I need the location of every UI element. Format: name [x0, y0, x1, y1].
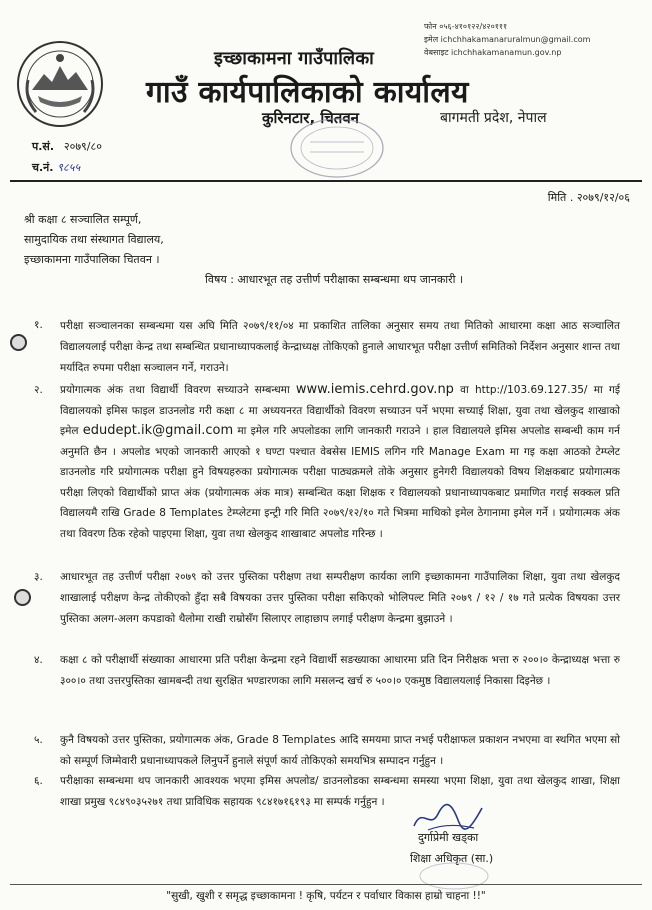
signature-stamp-icon [414, 858, 494, 892]
footer-divider [10, 884, 642, 885]
header-divider [10, 180, 642, 182]
point-6-number: ६. [34, 775, 43, 787]
contact-block [424, 20, 590, 59]
letter-subject: विषय : आधारभूत तह उत्तीर्ण परीक्षाका सम्बन्धमा थप जानकारी । [205, 273, 464, 286]
office-title: गाउँ कार्यपालिकाको कार्यालय [146, 75, 469, 110]
cn-label: च.नं. [32, 161, 54, 174]
point-2-text-a: प्रयोगात्मक अंक तथा विद्यार्थी विवरण सच्याउने सम्बन्धमा [60, 384, 296, 396]
reference-cn [32, 160, 80, 175]
point-3-text: आधारभूत तह उत्तीर्ण परीक्षा २०७९ को उत्तर पुस्तिका परीक्षण तथा सम्परीक्षण कार्यका लागि इच्छाकामना गाउँपालिका शिक्षा, युवा तथा खेलकुद शाखालाई परीक्षण केन्द्र तोकीएको हुँदा सबै विषयका उत्तर पुस्तिका परीक्षा सकिएको भोलिपल्ट मिति २०७९ / १२ / १७ गते प्रत्येक विषयका उत्तर पुस्तिका अलग-अलग कपडाको थैलोमा राखी राम्रोसँग सिलाएर लाहाछाप लगाई परीक्षण केन्द्रमा बुझाउने । [60, 571, 620, 625]
signatory-name: दुर्गाप्रेमी खड्का [418, 831, 479, 844]
office-location: कुरिनटार, चितवन [262, 109, 359, 127]
point-4-text: कक्षा ८ को परीक्षार्थी संख्याका आधारमा प्रति परीक्षा केन्द्रमा रहने विद्यार्थी सङख्याका आधारमा प्रति दिन निरीक्षक भत्ता रु २००।० केन्द्राध्यक्ष भत्ता रु ३००।० तथा उत्तरपुस्तिका खामबन्दी तथा सुरक्षित भण्डारणका लागि मसलन्द खर्च रु ५००।० एकमुष्ठ विद्यालयलाई निकासा दिइनेछ । [60, 654, 620, 687]
point-3-number: ३. [34, 571, 43, 583]
point-4-number: ४. [34, 654, 43, 666]
point-2-text-b: वा http://103.69.127.35/ मा गई विद्यालयको इमिस फाइल डाउनलोड गरी कक्षा ८ मा अध्ययनरत विद्यार्थीको विवरण सच्याउन पर्ने भएमा सच्याई शिक्षा, युवा तथा खेलकुद शाखाको इमेल [60, 384, 620, 437]
cn-value: ९८५५ [57, 161, 81, 174]
point-2-text-c: मा इमेल गरि अपलोडका लागि जानकारी गराउने । हाल विद्यालयले इमिस अपलोड सम्बन्धी काम गर्न अनुमति छैन । अपलोड भएको जानकारी आएको १ घण्टा पश्चात वेबसेस IEMIS लगिन गरि Manage Exam मा गइ कक्षा आठको टेम्प्लेट डाउनलोड गरि प्रयोगात्मक परीक्षा हुने विषयहरुका प्रयोगात्मक परीक्षा पाठ्यक्रमले तोके अनुसार हुनेगरी विद्यालयको विषय शिक्षकबाट प्रयोगात्मक परीक्षा लिएको विद्यार्थीको प्राप्त अंक (प्रयोगात्मक अंक मात्र) सम्बन्धित कक्षा शिक्षक र विद्यालयको प्रधानाध्यापकबाट प्रमाणित गराई सक्कल प्रति विद्यालयमै राखि Grade 8 Templates टेम्प्लेटमा इन्ट्री गरि मिति २०७९/१२/१० गते भित्रमा माथिको इमेल ठेगानामा इमेल गर्ने । प्रयोगात्मक अंक तथा विवरण ठिक रहेको पाइएमा शिक्षा, युवा तथा खेलकुद शाखाबाट अपलोड गरिन्छ । [60, 425, 620, 540]
office-stamp-icon [288, 116, 386, 180]
recipient-line-1: श्री कक्षा ८ सञ्चालित सम्पूर्ण, [24, 213, 142, 226]
punch-hole-icon [14, 589, 31, 606]
point-1-number: १. [34, 319, 43, 331]
point-5-text: कुनै विषयको उत्तर पुस्तिका, प्रयोगात्मक अंक, Grade 8 Templates आदि समयमा प्राप्त नभई परीक्षाफल प्रकाशन नभएमा वा स्थगित भएमा सो को सम्पूर्ण जिम्मेवारी प्रधानाध्यापकले लिनुपर्ने हुनाले संपूर्ण कार्य तोकिएको समयभित्र सम्पादन गर्नुहुन । [60, 734, 620, 767]
email-link: edudept.ik@gmail.com [82, 423, 234, 438]
iemis-url: www.iemis.cehrd.gov.np [295, 382, 454, 397]
reference-ps [32, 139, 102, 154]
letter-date: मिति . २०७९/१२/०६ [547, 191, 630, 204]
email-address: इमेल ichchhakamanaruralmun@gmail.com [424, 35, 591, 44]
municipality-name: इच्छाकामना गाउँपालिका [214, 48, 375, 69]
point-6-text: परीक्षाका सम्बन्धमा थप जानकारी आवश्यक भएमा इमिस अपलोड/ डाउनलोडका सम्बन्धमा समस्या भएमा शिक्षा, युवा तथा खेलकुद शाखा, शिक्षा शाखा प्रमुख ९८४९०३५२७१ तथा प्राविधिक सहायक ९८४१७१६१९३ मा सम्पर्क गर्नुहुन । [60, 775, 620, 808]
nepal-emblem-icon [14, 38, 106, 130]
ps-value: २०७९/८० [63, 140, 102, 153]
signatory-title: शिक्षा अधिकृत (सा.) [410, 852, 494, 865]
ps-label: प.सं. [32, 140, 55, 153]
footer-slogan: "सुखी, खुशी र समृद्ध इच्छाकामना ! कृषि, पर्यटन र पर्वाधार विकास हाम्रो चाहना !!" [166, 890, 486, 902]
website: वेबसाइट ichchhakamanamun.gov.np [424, 48, 562, 57]
recipient-line-2: सामुदायिक तथा संस्थागत विद्यालय, [24, 233, 164, 246]
point-1-text: परीक्षा सञ्चालनका सम्बन्धमा यस अघि मिति २०७९/११/०४ मा प्रकाशित तालिका अनुसार समय तथा मितिको आधारमा कक्षा आठ सञ्चालित विद्यालयलाई परीक्षा केन्द्र तथा सम्बन्धित प्रधानाध्यापकलाई केन्द्राध्यक्ष तोकिएको हुनाले आधारभूत परीक्षा उत्तीर्ण समितिको निर्देशन अनुसार शान्त तथा मर्यादित रुपमा परीक्षा सञ्चालन गर्ने, गराउने। [60, 320, 620, 374]
point-5-number: ५. [34, 734, 43, 746]
point-2-number: २. [34, 384, 43, 396]
point-2-text [60, 380, 620, 544]
punch-hole-icon [10, 334, 27, 351]
recipient-line-3: इच्छाकामना गाउँपालिका चितवन । [24, 253, 160, 266]
province-name: बागमती प्रदेश, नेपाल [440, 110, 547, 126]
phone-number: फोन ०५६-४१०१२२/४२०१११ [424, 22, 508, 31]
